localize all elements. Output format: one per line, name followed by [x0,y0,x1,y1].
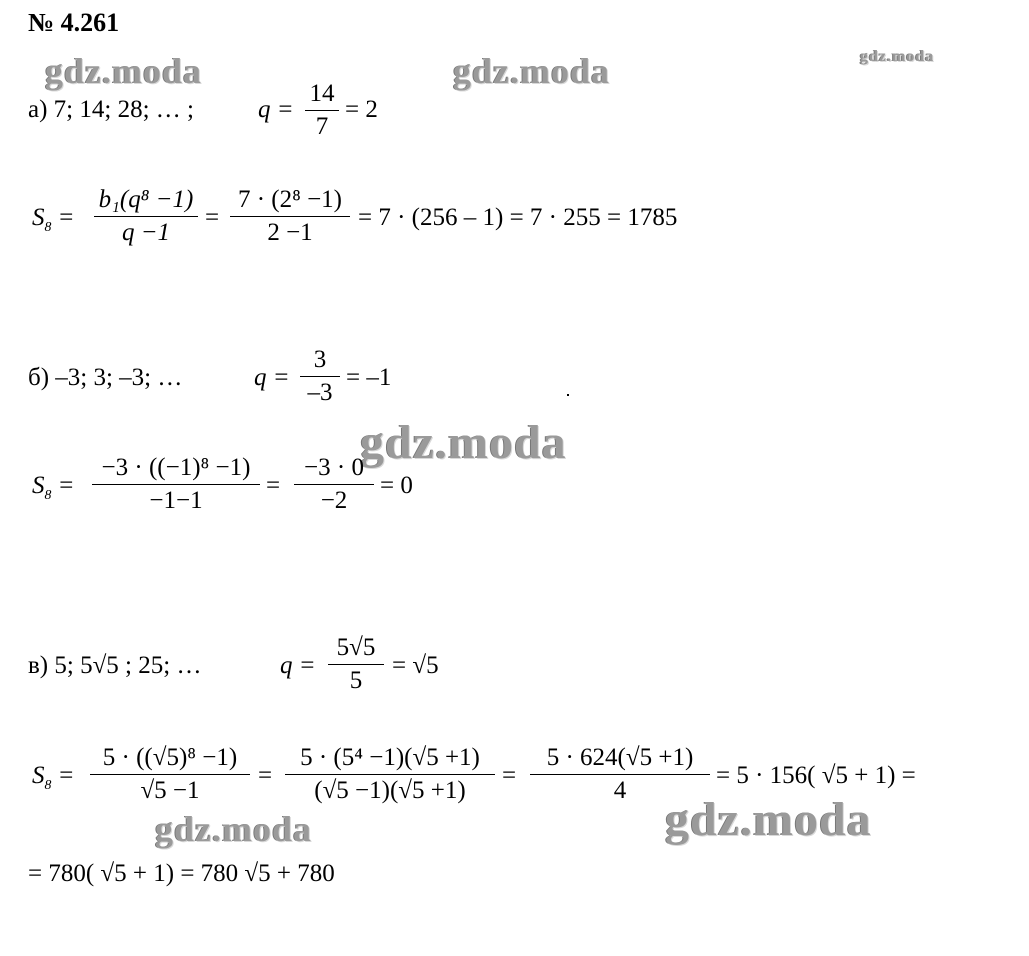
part-a-sequence: а) 7; 14; 28; … ; [28,96,194,123]
equals-sign: = [258,762,273,789]
part-c-s8-fraction-1 [90,744,250,805]
part-c-s8-denominator-2: (√5 −1)(√5 +1) [314,777,466,804]
equals-sign: = [205,204,220,231]
watermark: gdz.moda [453,51,611,91]
watermark: gdz.moda [665,793,872,846]
part-c-s8-fraction-2 [285,744,495,805]
part-b-s8-numerator-2: −3 · 0 [294,454,374,485]
watermark: gdz.moda [860,48,935,65]
part-c-q-var: q = [280,652,316,679]
part-b-q-fraction [300,346,340,407]
part-c-s8-numerator-3: 5 · 624(√5 +1) [530,744,710,775]
part-b-s8-fraction-1 [92,454,260,515]
part-a-s8-fraction-2 [230,186,350,247]
part-c-sequence: в) 5; 5√5 ; 25; … [28,652,202,679]
part-c-q-denominator: 5 [349,667,363,694]
part-c-final-result: = 780( √5 + 1) = 780 √5 + 780 [28,860,335,887]
part-a-s8-numerator-2: 7 · (2⁸ −1) [230,186,350,217]
part-a-s8-denominator-2: 2 −1 [267,219,313,246]
dot-artifact [567,394,569,396]
watermark: gdz.moda [45,51,203,91]
part-b-s8-label: $S_8$ = [32,472,75,502]
equals-sign: = [502,762,517,789]
part-c-q-result: = √5 [392,652,439,679]
part-c-q-numerator: 5√5 [328,634,384,665]
part-a-q-result: = 2 [345,96,378,123]
part-a-q-var: q = [258,96,294,123]
part-b-s8-fraction-2 [294,454,374,515]
part-b-s8-denominator-1: −1−1 [149,487,203,514]
part-c-s8-label: $S_8$ = [32,762,75,792]
part-a-s8-numerator-1: b₁(q⁸ −1) [94,186,198,217]
part-a-q-fraction [305,80,339,141]
problem-number: № 4.261 [28,8,120,37]
part-c-s8-numerator-1: 5 · ((√5)⁸ −1) [90,744,250,775]
equals-sign: = [266,472,281,499]
part-b-q-result: = –1 [346,364,392,391]
part-c-s8-fraction-3 [530,744,710,805]
part-c-s8-numerator-2: 5 · (5⁴ −1)(√5 +1) [285,744,495,775]
watermark: gdz.moda [360,416,567,469]
part-b-sequence: б) –3; 3; –3; … [28,364,183,391]
part-a-s8-fraction-1 [94,186,198,247]
part-b-q-numerator: 3 [300,346,340,377]
part-a-q-numerator: 14 [305,80,339,111]
part-a-s8-label: $S_8$ = [32,204,75,234]
part-b-q-var: q = [254,364,290,391]
part-c-s8-denominator-1: √5 −1 [140,777,200,804]
part-b-s8-result: = 0 [380,472,413,499]
part-b-s8-numerator-1: −3 · ((−1)⁸ −1) [92,454,260,485]
part-a-q-denominator: 7 [315,113,329,140]
part-a-s8-result: = 7 · (256 – 1) = 7 · 255 = 1785 [358,204,678,231]
part-a-s8-denominator-1: q −1 [121,219,171,246]
part-b-q-denominator: –3 [307,379,333,406]
part-c-s8-denominator-3: 4 [613,777,627,804]
part-b-s8-denominator-2: −2 [320,487,348,514]
part-c-s8-continued: = 5 · 156( √5 + 1) = [716,762,916,789]
watermark: gdz.moda [155,809,313,849]
part-c-q-fraction [328,634,384,695]
